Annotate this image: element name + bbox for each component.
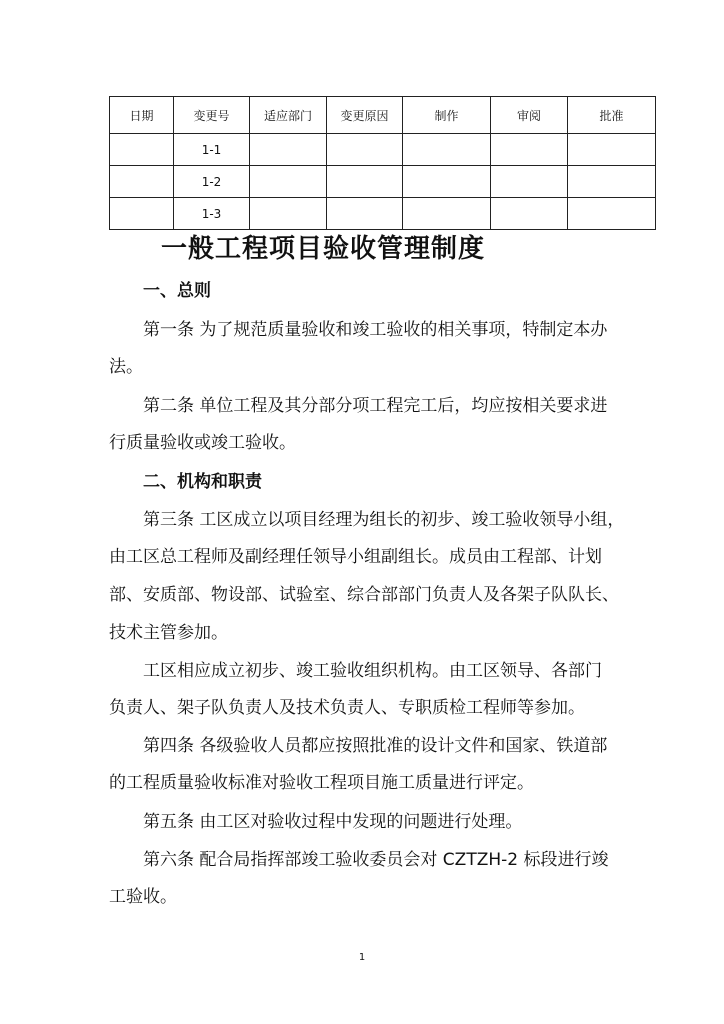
table-cell <box>110 198 174 230</box>
table-cell <box>403 134 491 166</box>
table-cell <box>250 134 327 166</box>
paragraph-line: 第一条 为了规范质量验收和竣工验收的相关事项，特制定本办 <box>143 320 608 340</box>
table-cell <box>110 166 174 198</box>
table-row <box>110 134 656 166</box>
header-cell-date: 日期 <box>110 97 174 134</box>
table-cell <box>403 198 491 230</box>
header-cell-approve: 批准 <box>568 97 656 134</box>
paragraph-line: 法。 <box>109 357 143 377</box>
table-cell <box>250 166 327 198</box>
table-cell <box>568 198 656 230</box>
table-cell <box>110 134 174 166</box>
document-title: 一般工程项目验收管理制度 <box>161 234 486 264</box>
paragraph-line: 的工程质量验收标准对验收工程项目施工质量进行评定。 <box>109 773 534 793</box>
paragraph-line: 第三条 工区成立以项目经理为组长的初步、竣工验收领导小组， <box>143 510 625 530</box>
table-cell <box>568 134 656 166</box>
paragraph-line: 部、安质部、物设部、试验室、综合部部门负责人及各架子队队长、 <box>109 585 619 605</box>
table-cell <box>491 166 568 198</box>
paragraph-line: 工验收。 <box>109 887 177 907</box>
paragraph-line: 第二条 单位工程及其分部分项工程完工后，均应按相关要求进 <box>143 396 608 416</box>
table-cell <box>491 198 568 230</box>
header-cell-author: 制作 <box>403 97 491 134</box>
page-number: 1 <box>358 952 366 963</box>
section-heading-organization: 二、机构和职责 <box>143 472 262 492</box>
table-cell: 1-3 <box>174 198 250 230</box>
paragraph-line: 技术主管参加。 <box>109 623 228 643</box>
table-cell <box>250 198 327 230</box>
table-row <box>110 166 656 198</box>
table-cell: 1-2 <box>174 166 250 198</box>
table-cell <box>327 134 403 166</box>
table-cell <box>327 166 403 198</box>
paragraph-line: 第六条 配合局指挥部竣工验收委员会对 CZTZH-2 标段进行竣 <box>143 850 609 870</box>
section-heading-general: 一、总则 <box>143 281 211 301</box>
table-cell <box>491 134 568 166</box>
table-cell: 1-1 <box>174 134 250 166</box>
header-cell-department: 适应部门 <box>250 97 327 134</box>
paragraph-line: 工区相应成立初步、竣工验收组织机构。由工区领导、各部门 <box>143 661 602 681</box>
paragraph-line: 行质量验收或竣工验收。 <box>109 433 296 453</box>
header-cell-reason: 变更原因 <box>327 97 403 134</box>
table-cell <box>568 166 656 198</box>
table-header-row <box>110 97 656 134</box>
table-cell <box>403 166 491 198</box>
paragraph-line: 负责人、架子队负责人及技术负责人、专职质检工程师等参加。 <box>109 698 585 718</box>
table-cell <box>327 198 403 230</box>
paragraph-line: 由工区总工程师及副经理任领导小组副组长。成员由工程部、计划 <box>109 547 602 567</box>
header-cell-review: 审阅 <box>491 97 568 134</box>
paragraph-line: 第五条 由工区对验收过程中发现的问题进行处理。 <box>143 812 523 832</box>
change-record-table <box>109 96 656 230</box>
paragraph-line: 第四条 各级验收人员都应按照批准的设计文件和国家、铁道部 <box>143 736 608 756</box>
header-cell-change-no: 变更号 <box>174 97 250 134</box>
table-row <box>110 198 656 230</box>
